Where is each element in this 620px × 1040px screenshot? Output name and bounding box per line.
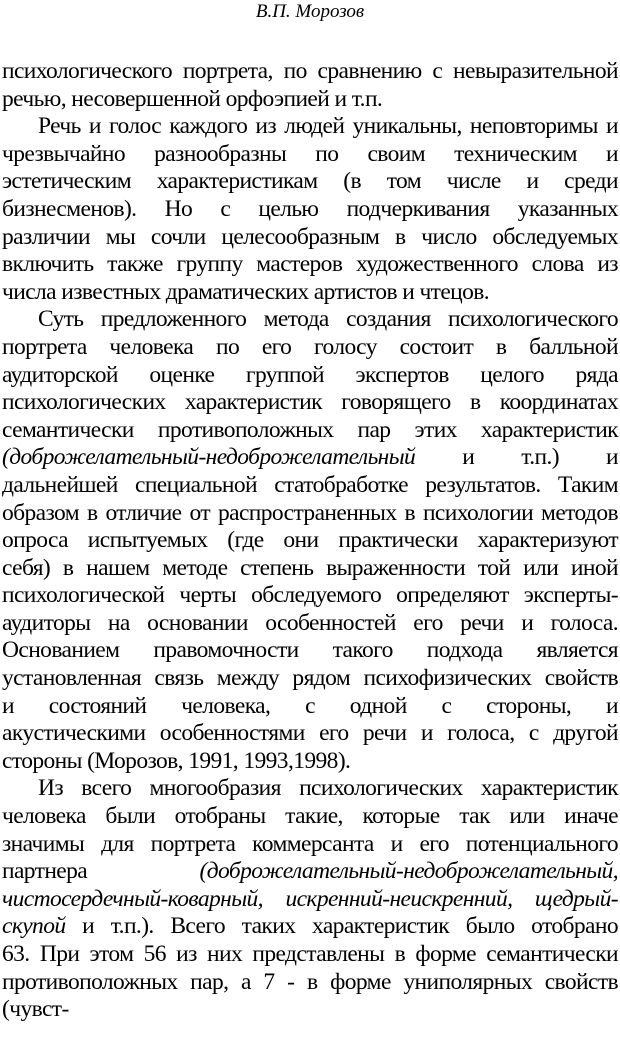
text-run: чрезвычайно разнообразны по своим техническим и xyxy=(2,140,618,167)
text-line xyxy=(2,113,618,141)
text-run: Суть предложенного метода создания психологического xyxy=(38,306,618,333)
text-run: акустическими особенностями его речи и голоса, с другой xyxy=(2,720,618,747)
text-run: числа известных драматических артистов и чтецов. xyxy=(2,278,490,305)
text-run: себя) в нашем методе степень выраженности той или иной xyxy=(2,554,618,581)
text-line xyxy=(2,858,618,886)
text-run: портрета человека по его голосу состоит в балльной xyxy=(2,333,618,360)
italic-text: (доброжелательный-недоброжелательный xyxy=(2,444,416,471)
text-run: 63. При этом 56 из них представлены в форме семантически xyxy=(2,941,618,967)
text-run: опроса испытуемых (где они практически характеризуют xyxy=(2,527,618,554)
text-line xyxy=(2,527,618,555)
text-line xyxy=(2,665,618,693)
text-line xyxy=(2,775,618,803)
text-line xyxy=(2,279,618,307)
paragraph xyxy=(2,306,618,775)
text-run: эстетическим характеристикам (в том числе и среди xyxy=(2,168,618,195)
text-line xyxy=(2,913,618,941)
text-line xyxy=(2,886,618,914)
text-run: Из всего многообразия психологических характеристик xyxy=(38,775,618,802)
text-line xyxy=(2,500,618,528)
text-line xyxy=(2,831,618,859)
text-run: человека были отобраны такие, которые так или иначе xyxy=(2,803,618,830)
text-run: противоположных пар, а 7 - в форме униполярных свойств xyxy=(2,968,618,995)
text-run: различии мы сочли целесообразным в число обследуемых xyxy=(2,223,618,250)
text-run: аудиторской оценке группой экспертов целого ряда xyxy=(2,361,618,388)
paragraph xyxy=(2,113,618,306)
text-run: и т.п.) и xyxy=(415,444,618,471)
text-run: аудиторы на основании особенностей его речи и голоса. xyxy=(2,609,618,636)
running-header: В.П. Морозов xyxy=(255,1,365,22)
italic-text: (доброжелательный-недоброжелательный, xyxy=(199,858,618,885)
text-run: и состояний человека, с одной с стороны, и xyxy=(2,692,618,719)
text-line xyxy=(2,472,618,500)
text-run: психологической черты обследуемого определяют эксперты- xyxy=(2,582,618,609)
italic-text: скупой xyxy=(2,913,66,940)
paragraph xyxy=(2,58,618,113)
text-line xyxy=(2,803,618,831)
text-run: семантически противоположных пар этих характеристик xyxy=(2,416,618,443)
italic-text: чистосердечный-коварный, искренний-неискренний, щедрый- xyxy=(2,885,618,912)
text-line xyxy=(2,334,618,362)
text-run: значимы для портрета коммерсанта и его потенциального xyxy=(2,830,618,857)
text-line xyxy=(2,168,618,196)
page-body-text xyxy=(2,58,618,1024)
text-run: установленная связь между рядом психофизических свойств xyxy=(2,665,618,692)
text-run: Основанием правомочности такого подхода является xyxy=(2,637,618,664)
text-run: образом в отличие от распространенных в психологии методов xyxy=(2,499,618,526)
text-run: партнера xyxy=(2,858,200,885)
text-line xyxy=(2,86,618,114)
text-line xyxy=(2,582,618,610)
text-line xyxy=(2,720,618,748)
text-line xyxy=(2,141,618,169)
text-line xyxy=(2,941,618,969)
text-run: психологического портрета, по сравнению с невыразительной xyxy=(2,58,618,84)
text-run: (чувст- xyxy=(2,996,69,1023)
text-line xyxy=(2,251,618,279)
text-line xyxy=(2,748,618,776)
text-run: бизнесменов). Но с целью подчеркивания указанных xyxy=(2,195,618,222)
text-line xyxy=(2,417,618,445)
text-line xyxy=(2,610,618,638)
text-line xyxy=(2,362,618,390)
text-run: психологических характеристик говорящего в координатах xyxy=(2,389,618,416)
text-run: стороны (Морозов, 1991, 1993,1998). xyxy=(2,747,351,774)
text-run: и т.п.). Всего таких характеристик было отобрано xyxy=(65,913,618,940)
text-line xyxy=(2,693,618,721)
text-line xyxy=(2,637,618,665)
text-line xyxy=(2,58,618,86)
text-line xyxy=(2,224,618,252)
text-run: дальнейшей специальной статобработке результатов. Таким xyxy=(2,471,618,498)
text-line xyxy=(2,196,618,224)
text-line xyxy=(2,996,618,1024)
text-run: речью, несовершенной орфоэпией и т.п. xyxy=(2,85,383,112)
text-run: Речь и голос каждого из людей уникальны, неповторимы и xyxy=(38,113,618,140)
text-line xyxy=(2,444,618,472)
text-line xyxy=(2,306,618,334)
text-line xyxy=(2,389,618,417)
text-line xyxy=(2,969,618,997)
text-run: включить также группу мастеров художественного слова из xyxy=(2,251,618,278)
text-line xyxy=(2,555,618,583)
paragraph xyxy=(2,775,618,1023)
